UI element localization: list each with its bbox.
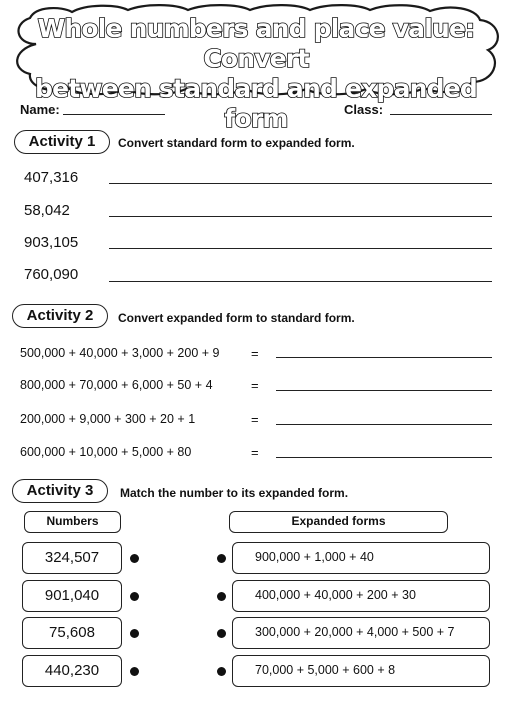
activity-1-answer-line[interactable] — [109, 281, 492, 282]
match-expanded-box: 400,000 + 40,000 + 200 + 30 — [232, 580, 490, 612]
match-number-box: 440,230 — [22, 655, 122, 687]
match-dot-left[interactable] — [130, 592, 139, 601]
equals-sign: = — [251, 346, 259, 361]
activity-2-answer-line[interactable] — [276, 424, 492, 425]
match-expanded-box: 70,000 + 5,000 + 600 + 8 — [232, 655, 490, 687]
activity-1-answer-line[interactable] — [109, 248, 492, 249]
name-answer-line[interactable] — [63, 114, 165, 115]
activity-2-label: Activity 2 — [12, 304, 108, 328]
activity-2-answer-line[interactable] — [276, 457, 492, 458]
worksheet-title — [20, 14, 492, 134]
match-expanded-box: 900,000 + 1,000 + 40 — [232, 542, 490, 574]
activity-3-instruction: Match the number to its expanded form. — [120, 486, 349, 500]
activity-2-answer-line[interactable] — [276, 357, 492, 358]
equals-sign: = — [251, 378, 259, 393]
expanded-forms-column-header: Expanded forms — [229, 511, 448, 533]
match-number-box: 75,608 — [22, 617, 122, 649]
activity-2-answer-line[interactable] — [276, 390, 492, 391]
match-number-box: 901,040 — [22, 580, 122, 612]
activity-1-number: 760,090 — [24, 266, 79, 283]
activity-1-number: 58,042 — [24, 202, 70, 219]
class-answer-line[interactable] — [390, 114, 492, 115]
equals-sign: = — [251, 445, 259, 460]
match-dot-left[interactable] — [130, 554, 139, 563]
equals-sign: = — [251, 412, 259, 427]
activity-2-expression: 800,000 + 70,000 + 6,000 + 50 + 4 — [20, 378, 213, 392]
title-line-1: Whole numbers and place value: Convert — [37, 14, 475, 73]
match-dot-right[interactable] — [217, 667, 226, 676]
activity-1-number: 903,105 — [24, 234, 79, 251]
activity-1-answer-line[interactable] — [109, 183, 492, 184]
match-dot-left[interactable] — [130, 667, 139, 676]
match-dot-left[interactable] — [130, 629, 139, 638]
class-label: Class: — [344, 102, 384, 117]
activity-3-label: Activity 3 — [12, 479, 108, 503]
activity-1-label: Activity 1 — [14, 130, 110, 154]
match-dot-right[interactable] — [217, 554, 226, 563]
activity-2-expression: 200,000 + 9,000 + 300 + 20 + 1 — [20, 412, 196, 426]
title-line-2: between standard and expanded form — [35, 74, 477, 133]
activity-1-instruction: Convert standard form to expanded form. — [118, 136, 355, 150]
match-expanded-box: 300,000 + 20,000 + 4,000 + 500 + 7 — [232, 617, 490, 649]
activity-1-answer-line[interactable] — [109, 216, 492, 217]
activity-2-expression: 500,000 + 40,000 + 3,000 + 200 + 9 — [20, 346, 220, 360]
activity-1-number: 407,316 — [24, 169, 79, 186]
match-dot-right[interactable] — [217, 629, 226, 638]
match-number-box: 324,507 — [22, 542, 122, 574]
numbers-column-header: Numbers — [24, 511, 121, 533]
activity-2-expression: 600,000 + 10,000 + 5,000 + 80 — [20, 445, 192, 459]
match-dot-right[interactable] — [217, 592, 226, 601]
activity-2-instruction: Convert expanded form to standard form. — [118, 311, 355, 325]
name-label: Name: — [20, 102, 60, 117]
